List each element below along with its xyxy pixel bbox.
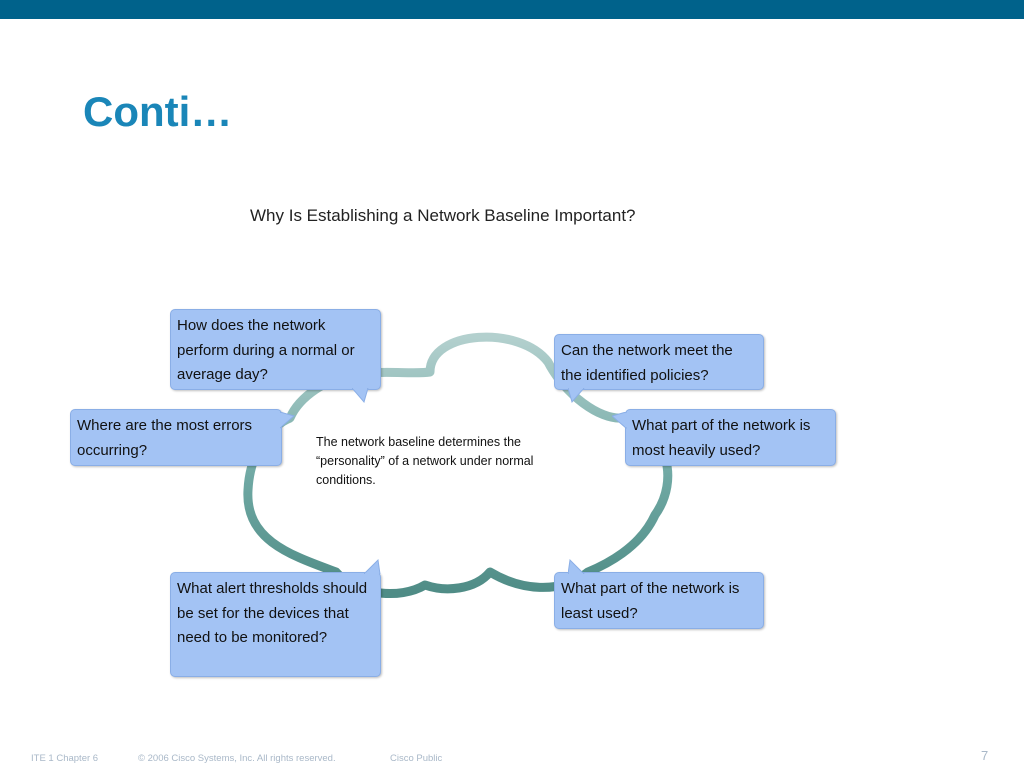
bubble-thresholds-text: What alert thresholds should be set for the devices that need to be monitored? bbox=[177, 580, 368, 646]
bubble-errors-tail bbox=[280, 412, 296, 432]
bubble-least-used-tail bbox=[568, 558, 586, 574]
bubble-policies bbox=[554, 334, 764, 390]
bubble-thresholds bbox=[170, 572, 381, 677]
bubble-normal-day-text: How does the network perform during a normal or average day? bbox=[177, 317, 355, 383]
bubble-policies-tail bbox=[568, 388, 588, 404]
bubble-heavily-used-tail bbox=[612, 412, 628, 432]
footer-classification: Cisco Public bbox=[390, 753, 443, 764]
bubble-normal-day-tail bbox=[352, 388, 372, 404]
slide-title: Conti… bbox=[83, 88, 233, 135]
bubble-policies-text: Can the network meet the the identified policies? bbox=[561, 342, 733, 384]
diagram-title: Why Is Establishing a Network Baseline Important? bbox=[250, 206, 636, 225]
bubble-thresholds-tail bbox=[364, 558, 382, 574]
bubble-normal-day bbox=[170, 309, 381, 390]
bubble-least-used-text: What part of the network is least used? bbox=[561, 580, 740, 622]
bubble-least-used bbox=[554, 572, 764, 629]
center-statement: The network baseline determines the “personality” of a network under normal conditions. bbox=[316, 435, 534, 487]
bubble-heavily-used bbox=[625, 409, 836, 466]
footer-copyright: © 2006 Cisco Systems, Inc. All rights reserved. bbox=[138, 753, 336, 764]
bubble-errors bbox=[70, 409, 282, 466]
bubble-errors-text: Where are the most errors occurring? bbox=[77, 417, 253, 459]
footer-chapter: ITE 1 Chapter 6 bbox=[31, 753, 99, 764]
page-number: 7 bbox=[981, 748, 989, 763]
bubble-heavily-used-text: What part of the network is most heavily used? bbox=[632, 417, 811, 459]
